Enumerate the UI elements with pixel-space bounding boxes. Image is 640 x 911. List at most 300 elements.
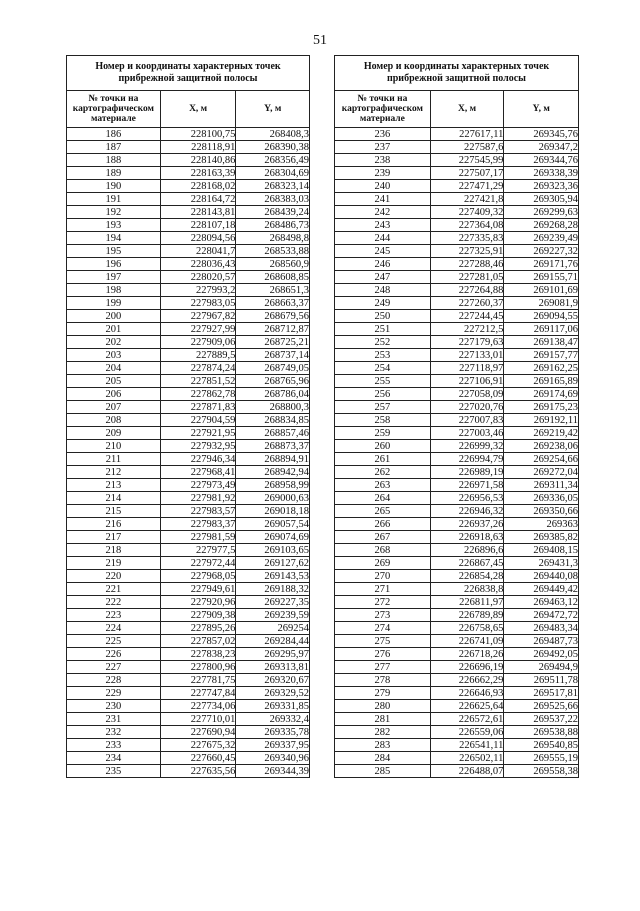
point-number-cell: 214 (67, 492, 161, 505)
x-coordinate-cell: 226718,26 (430, 648, 504, 661)
point-number-cell: 197 (67, 271, 161, 284)
point-number-cell: 270 (335, 570, 431, 583)
table-row (67, 687, 310, 700)
y-coordinate-cell: 268651,3 (236, 284, 310, 297)
y-coordinate-cell: 269335,78 (236, 726, 310, 739)
y-coordinate-cell: 268533,88 (236, 245, 310, 258)
x-coordinate-cell: 226946,32 (430, 505, 504, 518)
point-number-cell: 272 (335, 596, 431, 609)
table-row (67, 323, 310, 336)
y-coordinate-cell: 269295,97 (236, 648, 310, 661)
y-coordinate-cell: 269239,59 (236, 609, 310, 622)
y-coordinate-cell: 269165,89 (504, 375, 579, 388)
y-coordinate-cell: 268304,69 (236, 167, 310, 180)
x-coordinate-cell: 226971,58 (430, 479, 504, 492)
x-coordinate-cell: 227927,99 (160, 323, 236, 336)
point-number-cell: 247 (335, 271, 431, 284)
table-row (67, 700, 310, 713)
table-row (335, 180, 579, 193)
y-coordinate-cell: 269323,36 (504, 180, 579, 193)
point-number-cell: 189 (67, 167, 161, 180)
table-row (335, 232, 579, 245)
table-row (67, 128, 310, 141)
x-coordinate-cell: 226541,11 (430, 739, 504, 752)
point-number-cell: 195 (67, 245, 161, 258)
table-title: Номер и координаты характерных точек прибрежной защитной полосы (67, 56, 310, 91)
point-number-cell: 200 (67, 310, 161, 323)
x-coordinate-cell: 227781,75 (160, 674, 236, 687)
point-number-cell: 213 (67, 479, 161, 492)
point-number-cell: 235 (67, 765, 161, 778)
table-row (67, 141, 310, 154)
y-coordinate-cell: 269117,06 (504, 323, 579, 336)
point-number-cell: 275 (335, 635, 431, 648)
x-coordinate-cell: 227325,91 (430, 245, 504, 258)
x-coordinate-cell: 226854,28 (430, 570, 504, 583)
x-coordinate-cell: 226488,07 (430, 765, 504, 778)
column-header-y: Y, м (236, 91, 310, 128)
y-coordinate-cell: 268712,87 (236, 323, 310, 336)
x-coordinate-cell: 227983,57 (160, 505, 236, 518)
point-number-cell: 223 (67, 609, 161, 622)
x-coordinate-cell: 228094,56 (160, 232, 236, 245)
x-coordinate-cell: 227507,17 (430, 167, 504, 180)
point-number-cell: 193 (67, 219, 161, 232)
point-number-cell: 198 (67, 284, 161, 297)
x-coordinate-cell: 228118,91 (160, 141, 236, 154)
table-row (67, 440, 310, 453)
table-row (67, 466, 310, 479)
y-coordinate-cell: 268679,56 (236, 310, 310, 323)
table-row (335, 544, 579, 557)
y-coordinate-cell: 268749,05 (236, 362, 310, 375)
y-coordinate-cell: 269344,76 (504, 154, 579, 167)
point-number-cell: 215 (67, 505, 161, 518)
y-coordinate-cell: 269074,69 (236, 531, 310, 544)
y-coordinate-cell: 269254 (236, 622, 310, 635)
point-number-cell: 211 (67, 453, 161, 466)
table-row (67, 427, 310, 440)
table-row (335, 440, 579, 453)
table-row (67, 453, 310, 466)
table-row (335, 284, 579, 297)
right-coordinates-table (334, 55, 579, 778)
y-coordinate-cell: 268834,85 (236, 414, 310, 427)
table-row (67, 518, 310, 531)
table-row (335, 271, 579, 284)
table-row (67, 765, 310, 778)
point-number-cell: 236 (335, 128, 431, 141)
point-number-cell: 221 (67, 583, 161, 596)
y-coordinate-cell: 269127,62 (236, 557, 310, 570)
x-coordinate-cell: 227335,83 (430, 232, 504, 245)
point-number-cell: 190 (67, 180, 161, 193)
point-number-cell: 194 (67, 232, 161, 245)
table-row (335, 661, 579, 674)
x-coordinate-cell: 228168,02 (160, 180, 236, 193)
y-coordinate-cell: 269305,94 (504, 193, 579, 206)
y-coordinate-cell: 269227,35 (236, 596, 310, 609)
point-number-cell: 271 (335, 583, 431, 596)
y-coordinate-cell: 269313,81 (236, 661, 310, 674)
y-coordinate-cell: 269157,77 (504, 349, 579, 362)
x-coordinate-cell: 227587,6 (430, 141, 504, 154)
x-coordinate-cell: 227710,01 (160, 713, 236, 726)
x-coordinate-cell: 227058,09 (430, 388, 504, 401)
y-coordinate-cell: 269350,66 (504, 505, 579, 518)
y-coordinate-cell: 269494,9 (504, 661, 579, 674)
table-row (335, 323, 579, 336)
table-row (335, 609, 579, 622)
point-number-cell: 285 (335, 765, 431, 778)
point-number-cell: 265 (335, 505, 431, 518)
y-coordinate-cell: 268765,96 (236, 375, 310, 388)
table-row (67, 362, 310, 375)
x-coordinate-cell: 226789,89 (430, 609, 504, 622)
table-row (67, 297, 310, 310)
y-coordinate-cell: 268942,94 (236, 466, 310, 479)
point-number-cell: 210 (67, 440, 161, 453)
point-number-cell: 274 (335, 622, 431, 635)
x-coordinate-cell: 227212,5 (430, 323, 504, 336)
table-row (335, 297, 579, 310)
x-coordinate-cell: 227264,88 (430, 284, 504, 297)
y-coordinate-cell: 269155,71 (504, 271, 579, 284)
y-coordinate-cell: 268408,3 (236, 128, 310, 141)
x-coordinate-cell: 227904,59 (160, 414, 236, 427)
table-row (67, 388, 310, 401)
y-coordinate-cell: 269268,28 (504, 219, 579, 232)
x-coordinate-cell: 227932,95 (160, 440, 236, 453)
y-coordinate-cell: 268894,91 (236, 453, 310, 466)
point-number-cell: 283 (335, 739, 431, 752)
point-number-cell: 280 (335, 700, 431, 713)
column-header-y: Y, м (504, 91, 579, 128)
x-coordinate-cell: 227968,41 (160, 466, 236, 479)
y-coordinate-cell: 269143,53 (236, 570, 310, 583)
y-coordinate-cell: 269018,18 (236, 505, 310, 518)
table-row (335, 674, 579, 687)
table-row (335, 622, 579, 635)
point-number-cell: 249 (335, 297, 431, 310)
x-coordinate-cell: 227660,45 (160, 752, 236, 765)
y-coordinate-cell: 269511,78 (504, 674, 579, 687)
y-coordinate-cell: 269254,66 (504, 453, 579, 466)
y-coordinate-cell: 269175,23 (504, 401, 579, 414)
table-row (335, 375, 579, 388)
point-number-cell: 199 (67, 297, 161, 310)
y-coordinate-cell: 269057,54 (236, 518, 310, 531)
point-number-cell: 242 (335, 206, 431, 219)
x-coordinate-cell: 226918,63 (430, 531, 504, 544)
point-number-cell: 266 (335, 518, 431, 531)
x-coordinate-cell: 227635,56 (160, 765, 236, 778)
point-number-cell: 273 (335, 609, 431, 622)
x-coordinate-cell: 227874,24 (160, 362, 236, 375)
y-coordinate-cell: 268383,03 (236, 193, 310, 206)
x-coordinate-cell: 227920,96 (160, 596, 236, 609)
x-coordinate-cell: 227281,05 (430, 271, 504, 284)
table-row (67, 349, 310, 362)
y-coordinate-cell: 269192,11 (504, 414, 579, 427)
table-row (67, 284, 310, 297)
y-coordinate-cell: 268560,9 (236, 258, 310, 271)
point-number-cell: 222 (67, 596, 161, 609)
y-coordinate-cell: 269540,85 (504, 739, 579, 752)
x-coordinate-cell: 227862,78 (160, 388, 236, 401)
point-number-cell: 244 (335, 232, 431, 245)
point-number-cell: 229 (67, 687, 161, 700)
table-row (67, 674, 310, 687)
point-number-cell: 230 (67, 700, 161, 713)
column-header-x: X, м (160, 91, 236, 128)
y-coordinate-cell: 269101,69 (504, 284, 579, 297)
point-number-cell: 217 (67, 531, 161, 544)
x-coordinate-cell: 226662,29 (430, 674, 504, 687)
point-number-cell: 187 (67, 141, 161, 154)
table-row (335, 466, 579, 479)
point-number-cell: 250 (335, 310, 431, 323)
x-coordinate-cell: 226502,11 (430, 752, 504, 765)
table-row (335, 635, 579, 648)
y-coordinate-cell: 269440,08 (504, 570, 579, 583)
point-number-cell: 240 (335, 180, 431, 193)
x-coordinate-cell: 227993,2 (160, 284, 236, 297)
table-row (335, 336, 579, 349)
y-coordinate-cell: 269174,69 (504, 388, 579, 401)
x-coordinate-cell: 226646,93 (430, 687, 504, 700)
point-number-cell: 232 (67, 726, 161, 739)
table-row (335, 258, 579, 271)
table-row (67, 193, 310, 206)
point-number-cell: 243 (335, 219, 431, 232)
y-coordinate-cell: 269483,34 (504, 622, 579, 635)
point-number-cell: 282 (335, 726, 431, 739)
y-coordinate-cell: 269227,32 (504, 245, 579, 258)
point-number-cell: 207 (67, 401, 161, 414)
table-row (67, 258, 310, 271)
x-coordinate-cell: 227471,29 (430, 180, 504, 193)
y-coordinate-cell: 268486,73 (236, 219, 310, 232)
point-number-cell: 205 (67, 375, 161, 388)
y-coordinate-cell: 269332,4 (236, 713, 310, 726)
x-coordinate-cell: 227889,5 (160, 349, 236, 362)
table-row (335, 765, 579, 778)
point-number-cell: 202 (67, 336, 161, 349)
y-coordinate-cell: 269103,65 (236, 544, 310, 557)
point-number-cell: 260 (335, 440, 431, 453)
table-row (67, 609, 310, 622)
x-coordinate-cell: 226989,19 (430, 466, 504, 479)
y-coordinate-cell: 269340,96 (236, 752, 310, 765)
x-coordinate-cell: 226811,97 (430, 596, 504, 609)
point-number-cell: 264 (335, 492, 431, 505)
table-row (335, 362, 579, 375)
x-coordinate-cell: 227364,08 (430, 219, 504, 232)
table-row (67, 492, 310, 505)
x-coordinate-cell: 227675,32 (160, 739, 236, 752)
x-coordinate-cell: 227871,83 (160, 401, 236, 414)
x-coordinate-cell: 228036,43 (160, 258, 236, 271)
x-coordinate-cell: 227946,34 (160, 453, 236, 466)
x-coordinate-cell: 227133,01 (430, 349, 504, 362)
table-row (67, 414, 310, 427)
y-coordinate-cell: 269239,49 (504, 232, 579, 245)
table-row (335, 492, 579, 505)
point-number-cell: 239 (335, 167, 431, 180)
point-number-cell: 196 (67, 258, 161, 271)
x-coordinate-cell: 227981,59 (160, 531, 236, 544)
y-coordinate-cell: 269537,22 (504, 713, 579, 726)
y-coordinate-cell: 269408,15 (504, 544, 579, 557)
table-row (335, 726, 579, 739)
point-number-cell: 191 (67, 193, 161, 206)
y-coordinate-cell: 269337,95 (236, 739, 310, 752)
y-coordinate-cell: 268498,8 (236, 232, 310, 245)
point-number-cell: 248 (335, 284, 431, 297)
table-row (335, 141, 579, 154)
table-row (335, 518, 579, 531)
table-row (67, 375, 310, 388)
table-row (335, 154, 579, 167)
x-coordinate-cell: 226696,19 (430, 661, 504, 674)
x-coordinate-cell: 226838,8 (430, 583, 504, 596)
table-row (67, 544, 310, 557)
point-number-cell: 261 (335, 453, 431, 466)
y-coordinate-cell: 268439,24 (236, 206, 310, 219)
y-coordinate-cell: 269284,44 (236, 635, 310, 648)
y-coordinate-cell: 269311,34 (504, 479, 579, 492)
point-number-cell: 263 (335, 479, 431, 492)
point-number-cell: 237 (335, 141, 431, 154)
table-row (335, 206, 579, 219)
point-number-cell: 234 (67, 752, 161, 765)
table-row (67, 622, 310, 635)
x-coordinate-cell: 227747,84 (160, 687, 236, 700)
table-row (335, 570, 579, 583)
y-coordinate-cell: 269238,06 (504, 440, 579, 453)
table-row (67, 167, 310, 180)
x-coordinate-cell: 227690,94 (160, 726, 236, 739)
x-coordinate-cell: 227895,26 (160, 622, 236, 635)
point-number-cell: 279 (335, 687, 431, 700)
point-number-cell: 262 (335, 466, 431, 479)
x-coordinate-cell: 227949,61 (160, 583, 236, 596)
x-coordinate-cell: 228164,72 (160, 193, 236, 206)
point-number-cell: 218 (67, 544, 161, 557)
table-row (67, 310, 310, 323)
table-row (67, 648, 310, 661)
point-number-cell: 253 (335, 349, 431, 362)
point-number-cell: 212 (67, 466, 161, 479)
table-row (67, 219, 310, 232)
table-row (335, 401, 579, 414)
point-number-cell: 225 (67, 635, 161, 648)
y-coordinate-cell: 268608,85 (236, 271, 310, 284)
table-row (67, 570, 310, 583)
table-row (335, 310, 579, 323)
table-row (67, 661, 310, 674)
x-coordinate-cell: 226758,65 (430, 622, 504, 635)
x-coordinate-cell: 227007,83 (430, 414, 504, 427)
y-coordinate-cell: 268800,3 (236, 401, 310, 414)
y-coordinate-cell: 269329,52 (236, 687, 310, 700)
y-coordinate-cell: 269431,3 (504, 557, 579, 570)
table-row (67, 154, 310, 167)
x-coordinate-cell: 226956,53 (430, 492, 504, 505)
point-number-cell: 245 (335, 245, 431, 258)
point-number-cell: 257 (335, 401, 431, 414)
table-row (335, 505, 579, 518)
table-row (67, 583, 310, 596)
point-number-cell: 238 (335, 154, 431, 167)
table-row (67, 505, 310, 518)
y-coordinate-cell: 268857,46 (236, 427, 310, 440)
y-coordinate-cell: 269162,25 (504, 362, 579, 375)
point-number-cell: 204 (67, 362, 161, 375)
table-row (335, 752, 579, 765)
x-coordinate-cell: 226572,61 (430, 713, 504, 726)
y-coordinate-cell: 268725,21 (236, 336, 310, 349)
point-number-cell: 256 (335, 388, 431, 401)
x-coordinate-cell: 227972,44 (160, 557, 236, 570)
table-row (67, 180, 310, 193)
point-number-cell: 269 (335, 557, 431, 570)
y-coordinate-cell: 269385,82 (504, 531, 579, 544)
y-coordinate-cell: 268323,14 (236, 180, 310, 193)
x-coordinate-cell: 228100,75 (160, 128, 236, 141)
table-row (335, 388, 579, 401)
point-number-cell: 220 (67, 570, 161, 583)
y-coordinate-cell: 268786,04 (236, 388, 310, 401)
table-row (67, 752, 310, 765)
table-row (335, 557, 579, 570)
table-row (335, 427, 579, 440)
x-coordinate-cell: 227244,45 (430, 310, 504, 323)
table-row (67, 557, 310, 570)
y-coordinate-cell: 269171,76 (504, 258, 579, 271)
y-coordinate-cell: 269188,32 (236, 583, 310, 596)
table-row (67, 726, 310, 739)
x-coordinate-cell: 227800,96 (160, 661, 236, 674)
point-number-cell: 201 (67, 323, 161, 336)
x-coordinate-cell: 228143,81 (160, 206, 236, 219)
point-number-cell: 224 (67, 622, 161, 635)
table-row (335, 128, 579, 141)
table-row (335, 349, 579, 362)
y-coordinate-cell: 269344,39 (236, 765, 310, 778)
left-coordinates-table (66, 55, 310, 778)
point-number-cell: 281 (335, 713, 431, 726)
y-coordinate-cell: 268390,38 (236, 141, 310, 154)
y-coordinate-cell: 269363 (504, 518, 579, 531)
x-coordinate-cell: 227421,8 (430, 193, 504, 206)
point-number-cell: 228 (67, 674, 161, 687)
point-number-cell: 254 (335, 362, 431, 375)
table-row (335, 193, 579, 206)
table-row (335, 648, 579, 661)
x-coordinate-cell: 227921,95 (160, 427, 236, 440)
table-row (335, 245, 579, 258)
table-row (335, 739, 579, 752)
table-row (67, 401, 310, 414)
x-coordinate-cell: 227967,82 (160, 310, 236, 323)
point-number-cell: 208 (67, 414, 161, 427)
x-coordinate-cell: 227983,37 (160, 518, 236, 531)
point-number-cell: 209 (67, 427, 161, 440)
x-coordinate-cell: 227118,97 (430, 362, 504, 375)
point-number-cell: 259 (335, 427, 431, 440)
